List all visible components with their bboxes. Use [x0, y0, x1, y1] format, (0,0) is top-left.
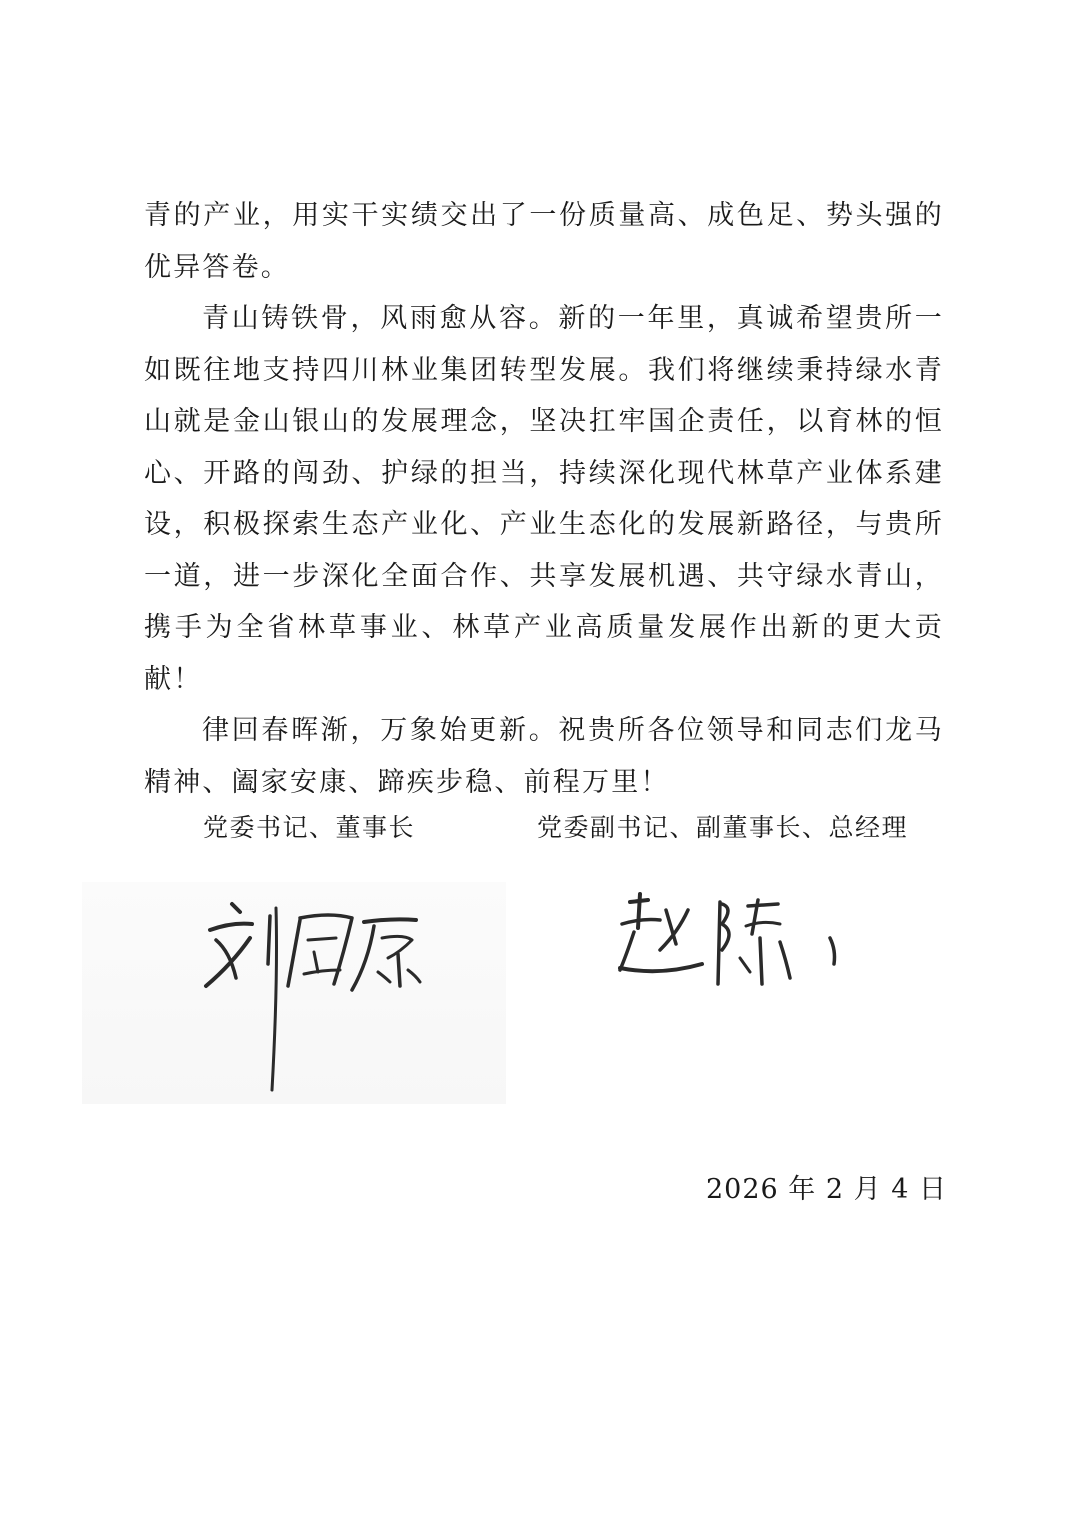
letter-body — [144, 190, 944, 808]
right-signatory-title: 党委副书记、副董事长、总经理 — [537, 813, 909, 842]
right-signature-strokes — [590, 880, 880, 1010]
paragraph-wishes: 青山铸铁骨，风雨愈从容。新的一年里，真诚希望贵所一如既往地支持四川林业集团转型发展。我们将继续秉持绿水青山就是金山银山的发展理念，坚决扛牢国企责任，以育林的恒心、开路的闯劲、护绿的担当，持续深化现代林草产业体系建设，积极探索生态产业化、产业生态化的发展新路径，与贵所一道，进一步深化全面合作、共享发展机遇、共守绿水青山，携手为全省林草事业、林草产业高质量发展作出新的更大贡献！ — [144, 303, 944, 695]
letter-date: 2026 年 2 月 4 日 — [706, 1174, 947, 1205]
paragraph-greetings: 律回春晖渐，万象始更新。祝贵所各位领导和同志们龙马精神、阖家安康、蹄疾步稳、前程万里！ — [144, 715, 944, 798]
left-signature-strokes — [82, 882, 506, 1104]
left-signatory-title: 党委书记、董事长 — [203, 813, 416, 842]
left-handwritten-signature — [82, 882, 506, 1104]
right-handwritten-signature — [590, 880, 880, 1010]
paragraph-continuation: 青的产业，用实干实绩交出了一份质量高、成色足、势头强的优异答卷。 — [144, 200, 944, 283]
